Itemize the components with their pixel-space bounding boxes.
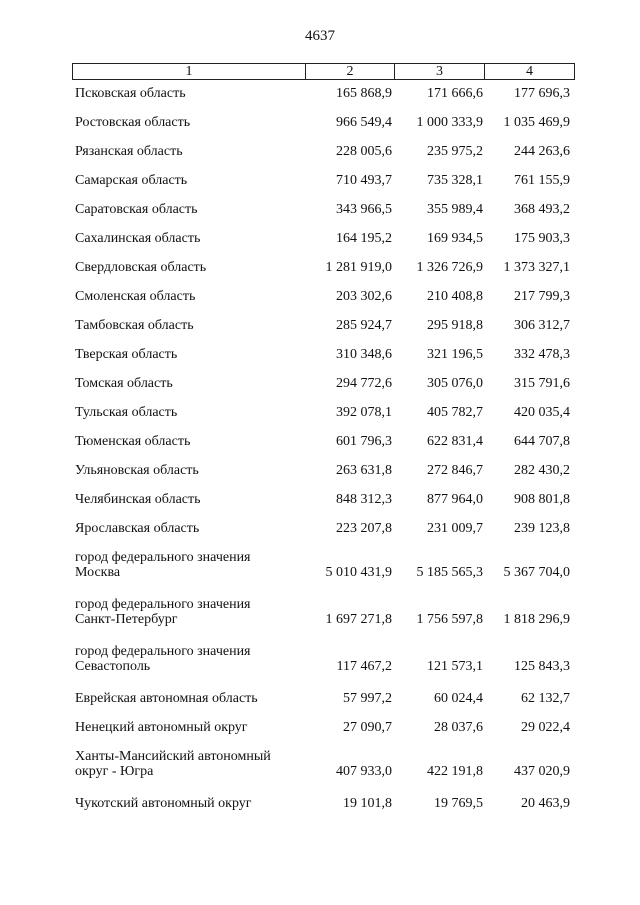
value-col-2: 27 090,7 (343, 720, 392, 735)
region-name-line: Свердловская область (75, 260, 207, 275)
value-col-3: 169 934,5 (427, 231, 483, 246)
value-col-2: 223 207,8 (336, 521, 392, 536)
column-header-4: 4 (485, 64, 575, 80)
value-col-3: 305 076,0 (427, 376, 483, 391)
value-col-4: 1 818 296,9 (503, 612, 570, 627)
value-col-3: 231 009,7 (427, 521, 483, 536)
region-name-line: город федерального значения (75, 550, 251, 565)
value-col-3: 19 769,5 (434, 796, 483, 811)
region-name-line: Ханты-Мансийский автономный (75, 749, 271, 764)
value-col-3: 272 846,7 (427, 463, 483, 478)
region-name-line: Челябинская область (75, 492, 201, 507)
value-col-4: 5 367 704,0 (503, 565, 570, 580)
region-name-line: Ненецкий автономный округ (75, 720, 248, 735)
region-name-line: Чукотский автономный округ (75, 796, 252, 811)
region-name-line: Смоленская область (75, 289, 196, 304)
region-name-line: Тюменская область (75, 434, 191, 449)
value-col-3: 1 326 726,9 (416, 260, 483, 275)
value-col-2: 343 966,5 (336, 202, 392, 217)
value-col-2: 601 796,3 (336, 434, 392, 449)
region-name (75, 492, 305, 507)
value-col-3: 622 831,4 (427, 434, 483, 449)
region-name (75, 144, 305, 159)
column-header-1: 1 (73, 64, 306, 80)
value-col-4: 239 123,8 (514, 521, 570, 536)
region-name (75, 434, 305, 449)
value-col-4: 244 263,6 (514, 144, 570, 159)
value-col-3: 405 782,7 (427, 405, 483, 420)
value-col-2: 5 010 431,9 (325, 565, 392, 580)
value-col-4: 1 035 469,9 (503, 115, 570, 130)
region-name (75, 289, 305, 304)
region-name-line: Москва (75, 565, 121, 580)
region-name-line: город федерального значения (75, 597, 251, 612)
value-col-3: 5 185 565,3 (416, 565, 483, 580)
value-col-2: 203 302,6 (336, 289, 392, 304)
region-name (75, 173, 305, 188)
value-col-4: 332 478,3 (514, 347, 570, 362)
page-number: 4637 (305, 28, 335, 44)
value-col-2: 1 281 919,0 (325, 260, 392, 275)
region-name (75, 231, 305, 246)
column-header-3: 3 (395, 64, 485, 80)
value-col-4: 306 312,7 (514, 318, 570, 333)
region-name-line: Санкт-Петербург (75, 612, 178, 627)
value-col-4: 177 696,3 (514, 86, 570, 101)
region-name-line: Саратовская область (75, 202, 198, 217)
value-col-2: 165 868,9 (336, 86, 392, 101)
region-name (75, 115, 305, 130)
value-col-3: 1 756 597,8 (416, 612, 483, 627)
region-name-line: Ульяновская область (75, 463, 199, 478)
value-col-4: 125 843,3 (514, 659, 570, 674)
value-col-4: 420 035,4 (514, 405, 570, 420)
region-name-line: округ - Югра (75, 764, 154, 779)
value-col-3: 121 573,1 (427, 659, 483, 674)
value-col-2: 710 493,7 (336, 173, 392, 188)
region-name-line: Тульская область (75, 405, 178, 420)
value-col-2: 848 312,3 (336, 492, 392, 507)
value-col-2: 285 924,7 (336, 318, 392, 333)
value-col-4: 368 493,2 (514, 202, 570, 217)
region-name (75, 550, 305, 580)
value-col-4: 217 799,3 (514, 289, 570, 304)
value-col-4: 908 801,8 (514, 492, 570, 507)
value-col-3: 422 191,8 (427, 764, 483, 779)
value-col-3: 28 037,6 (434, 720, 483, 735)
region-name (75, 597, 305, 627)
region-name-line: город федерального значения (75, 644, 251, 659)
value-col-2: 392 078,1 (336, 405, 392, 420)
value-col-2: 164 195,2 (336, 231, 392, 246)
region-name-line: Тамбовская область (75, 318, 194, 333)
value-col-3: 210 408,8 (427, 289, 483, 304)
value-col-2: 1 697 271,8 (325, 612, 392, 627)
value-col-3: 171 666,6 (427, 86, 483, 101)
region-name-line: Псковская область (75, 86, 186, 101)
region-name-line: Сахалинская область (75, 231, 201, 246)
value-col-4: 1 373 327,1 (503, 260, 570, 275)
region-name (75, 376, 305, 391)
region-name-line: Рязанская область (75, 144, 183, 159)
value-col-3: 235 975,2 (427, 144, 483, 159)
region-name-line: Севастополь (75, 659, 151, 674)
value-col-4: 644 707,8 (514, 434, 570, 449)
region-name (75, 202, 305, 217)
region-name (75, 644, 305, 674)
region-name (75, 318, 305, 333)
region-name-line: Томская область (75, 376, 173, 391)
region-name (75, 405, 305, 420)
value-col-4: 29 022,4 (521, 720, 570, 735)
value-col-2: 294 772,6 (336, 376, 392, 391)
value-col-2: 966 549,4 (336, 115, 392, 130)
value-col-4: 20 463,9 (521, 796, 570, 811)
region-name (75, 463, 305, 478)
value-col-2: 310 348,6 (336, 347, 392, 362)
region-name (75, 720, 305, 735)
value-col-4: 282 430,2 (514, 463, 570, 478)
value-col-4: 315 791,6 (514, 376, 570, 391)
region-name-line: Самарская область (75, 173, 188, 188)
value-col-3: 355 989,4 (427, 202, 483, 217)
region-name (75, 347, 305, 362)
value-col-4: 62 132,7 (521, 691, 570, 706)
region-name (75, 521, 305, 536)
value-col-2: 19 101,8 (343, 796, 392, 811)
value-col-3: 1 000 333,9 (416, 115, 483, 130)
region-name-line: Ярославская область (75, 521, 200, 536)
region-name-line: Тверская область (75, 347, 178, 362)
value-col-3: 877 964,0 (427, 492, 483, 507)
table-header (72, 63, 575, 80)
value-col-3: 321 196,5 (427, 347, 483, 362)
column-header-2: 2 (306, 64, 395, 80)
value-col-2: 407 933,0 (336, 764, 392, 779)
value-col-3: 735 328,1 (427, 173, 483, 188)
region-name (75, 749, 305, 779)
value-col-4: 175 903,3 (514, 231, 570, 246)
region-name (75, 691, 305, 706)
region-name (75, 260, 305, 275)
region-name-line: Ростовская область (75, 115, 191, 130)
value-col-4: 437 020,9 (514, 764, 570, 779)
region-name (75, 86, 305, 101)
region-name-line: Еврейская автономная область (75, 691, 258, 706)
value-col-3: 295 918,8 (427, 318, 483, 333)
value-col-2: 117 467,2 (336, 659, 392, 674)
value-col-2: 57 997,2 (343, 691, 392, 706)
value-col-4: 761 155,9 (514, 173, 570, 188)
value-col-3: 60 024,4 (434, 691, 483, 706)
value-col-2: 228 005,6 (336, 144, 392, 159)
value-col-2: 263 631,8 (336, 463, 392, 478)
region-name (75, 796, 305, 811)
